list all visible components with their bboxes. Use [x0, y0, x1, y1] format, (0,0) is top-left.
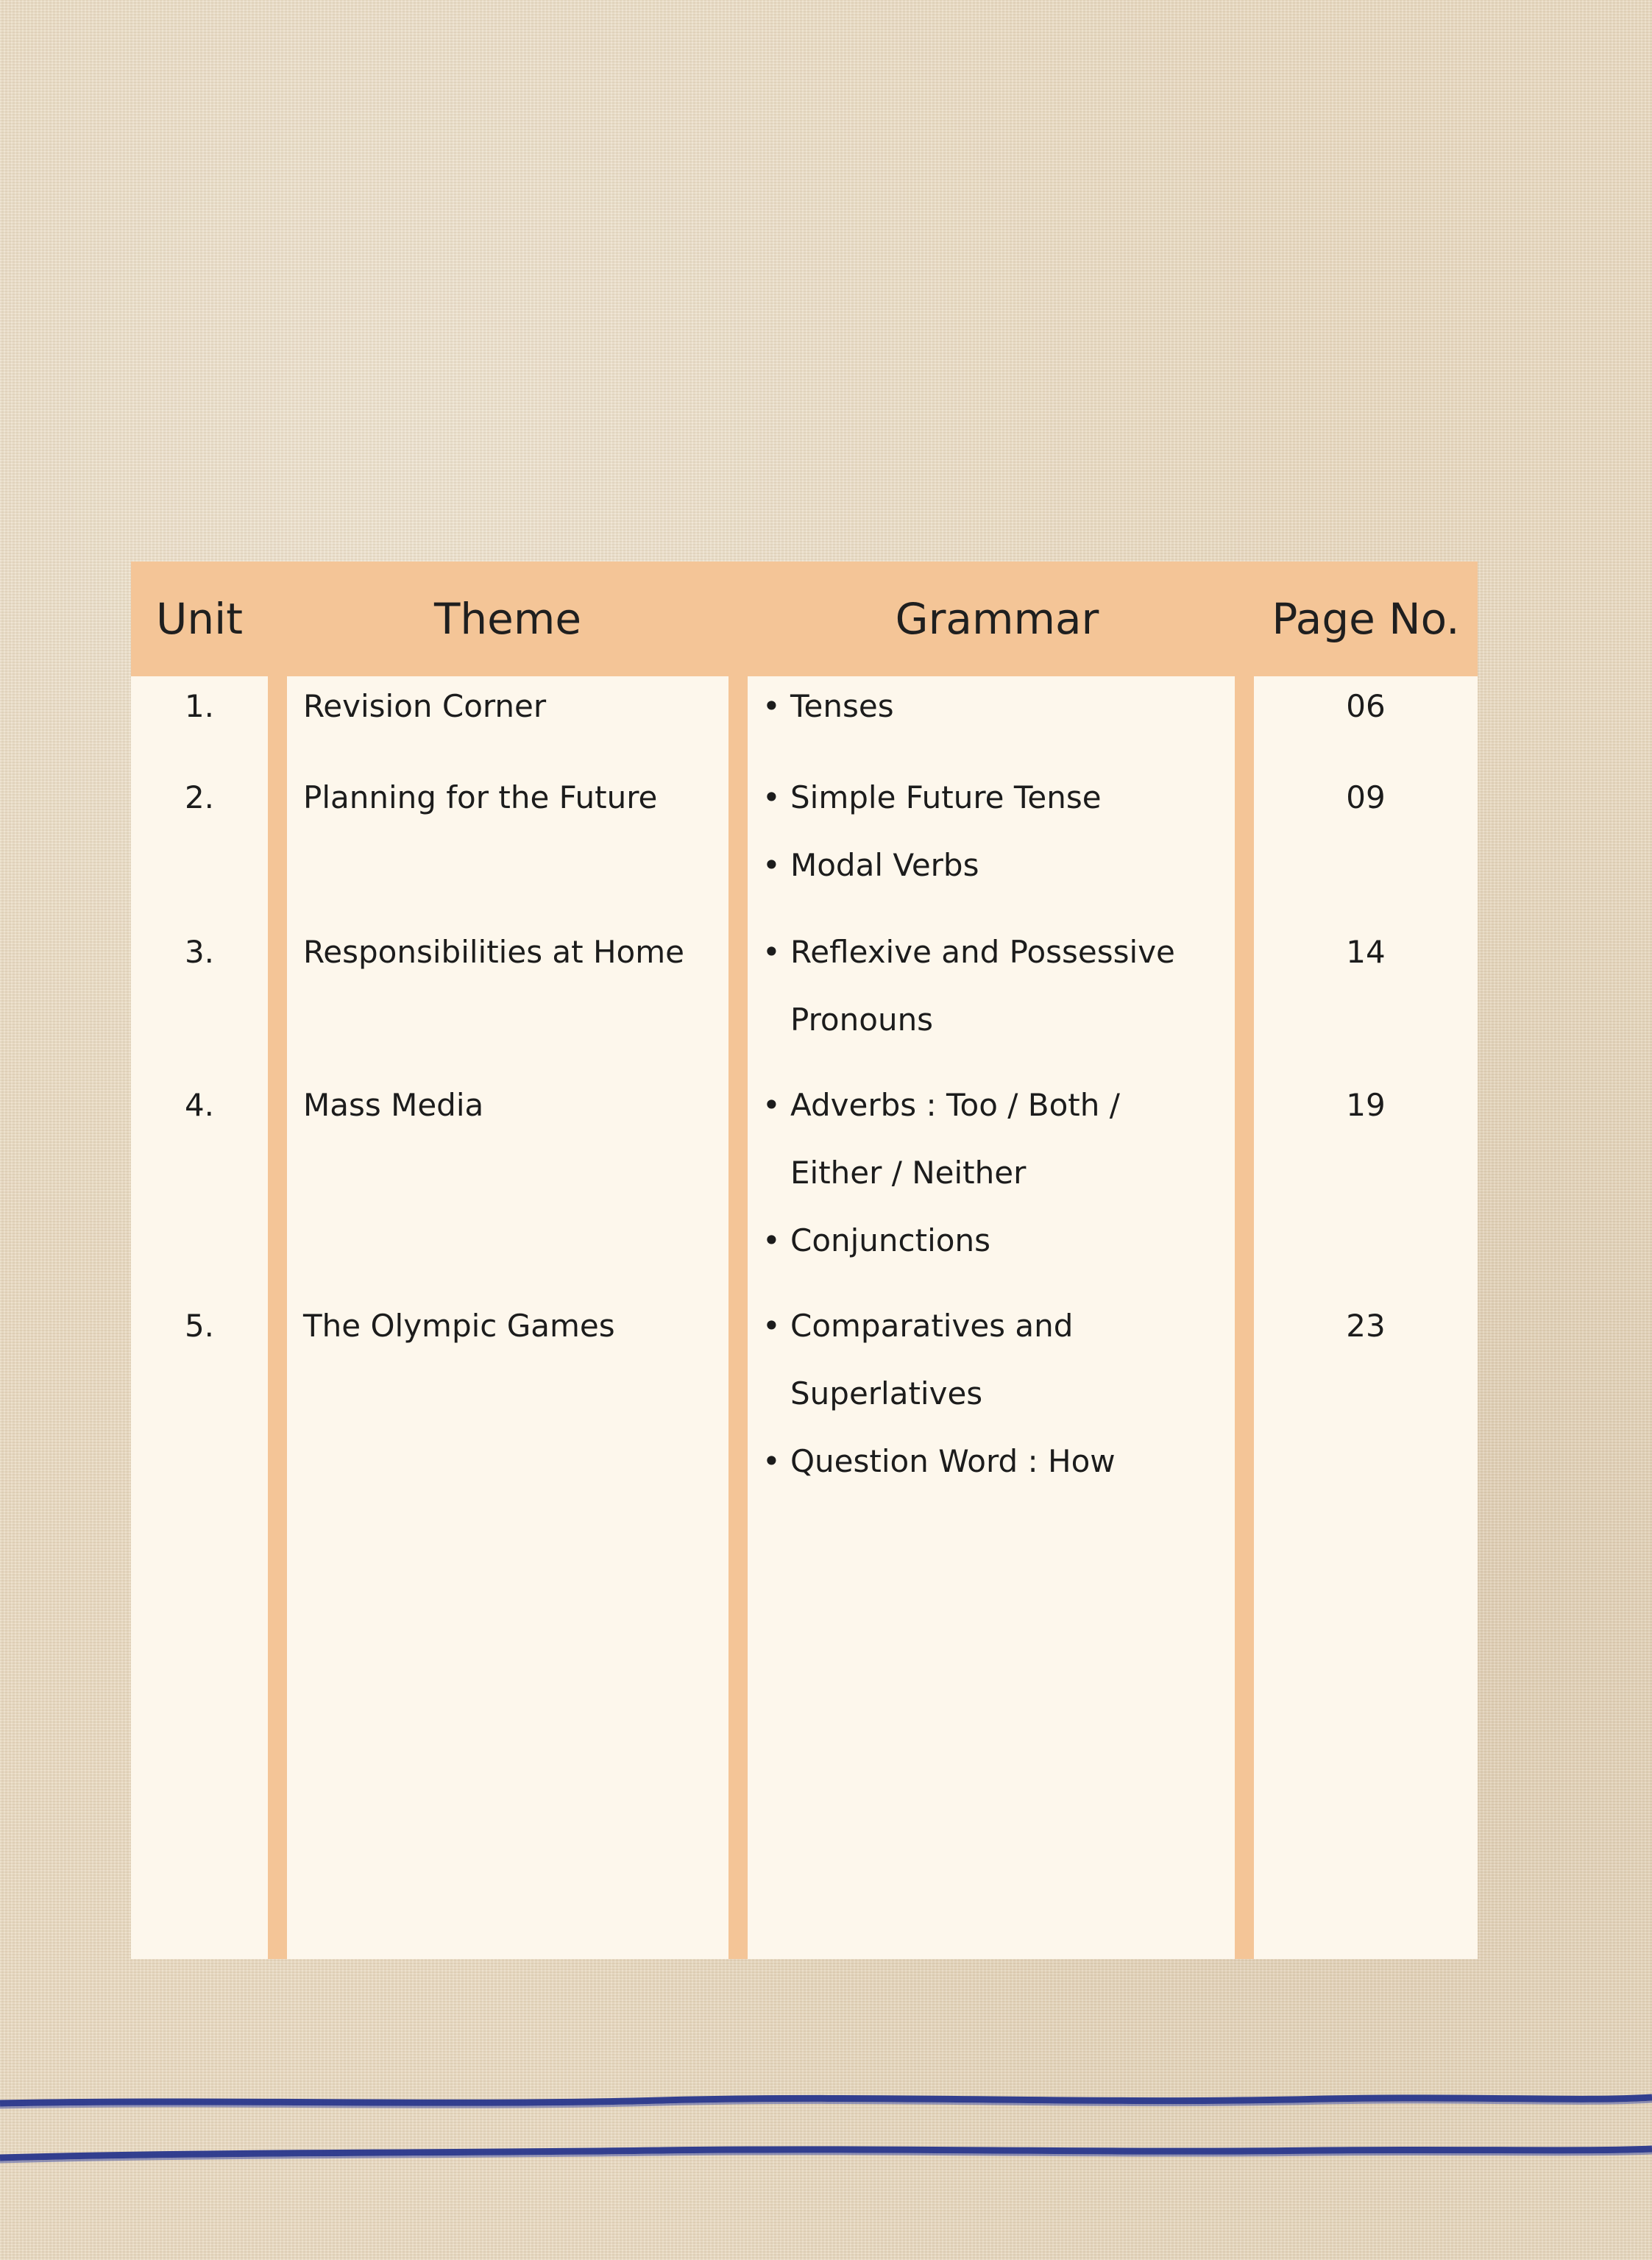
page-number: 06: [1346, 688, 1386, 724]
grammar-item-line: Reflexive and Possessive: [790, 934, 1175, 970]
bullet-icon: •: [762, 847, 781, 883]
bullet-icon: •: [762, 1222, 781, 1258]
unit-number: 4.: [184, 1087, 215, 1123]
column-divider: [1235, 676, 1254, 1959]
unit-number: 1.: [184, 688, 215, 724]
grammar-item: [762, 918, 1233, 1054]
unit-number: 2.: [184, 779, 215, 815]
grammar-item-line: Adverbs : Too / Both /: [790, 1087, 1120, 1123]
grammar-item-line: Comparatives and: [790, 1308, 1074, 1344]
page-number: 14: [1346, 934, 1386, 970]
bullet-icon: •: [762, 779, 781, 815]
grammar-list: [762, 673, 1233, 740]
grammar-item-line: Either / Neither: [790, 1155, 1027, 1191]
unit-number: 5.: [184, 1308, 215, 1344]
column-divider: [728, 676, 748, 1959]
grammar-list: [762, 764, 1233, 899]
theme-title: Responsibilities at Home: [303, 934, 685, 970]
header-grammar: Grammar: [895, 594, 1099, 644]
grammar-item: [762, 1428, 1233, 1495]
grammar-item-line: Tenses: [790, 688, 894, 724]
grammar-item: [762, 764, 1233, 832]
bullet-icon: •: [762, 1308, 781, 1344]
grammar-item: [762, 832, 1233, 899]
bullet-icon: •: [762, 688, 781, 724]
blue-woven-stripes: [0, 2061, 1652, 2193]
grammar-list: [762, 918, 1233, 1054]
header-unit: Unit: [155, 594, 244, 644]
header-theme: Theme: [433, 594, 582, 644]
grammar-item-line: Simple Future Tense: [790, 779, 1102, 815]
bullet-icon: •: [762, 934, 781, 970]
grammar-item-line: Modal Verbs: [790, 847, 979, 883]
theme-title: Revision Corner: [303, 688, 547, 724]
grammar-item: [762, 1292, 1233, 1428]
table-header: [131, 562, 1478, 676]
grammar-item-line: Question Word : How: [790, 1443, 1116, 1479]
grammar-list: [762, 1292, 1233, 1495]
grammar-list: [762, 1071, 1233, 1275]
grammar-item-line: Conjunctions: [790, 1222, 990, 1258]
page-number: 19: [1346, 1087, 1386, 1123]
grammar-item: [762, 1071, 1233, 1207]
theme-title: Mass Media: [303, 1087, 484, 1123]
theme-title: The Olympic Games: [303, 1308, 615, 1344]
header-page-no: Page No.: [1272, 594, 1460, 644]
grammar-item: [762, 673, 1233, 740]
grammar-item-line: Pronouns: [790, 1002, 934, 1038]
bullet-icon: •: [762, 1087, 781, 1123]
unit-number: 3.: [184, 934, 215, 970]
column-divider: [268, 676, 287, 1959]
grammar-item-line: Superlatives: [790, 1375, 983, 1411]
contents-table: [131, 562, 1478, 1959]
bullet-icon: •: [762, 1443, 781, 1479]
grammar-item: [762, 1207, 1233, 1275]
page-number: 23: [1346, 1308, 1386, 1344]
theme-title: Planning for the Future: [303, 779, 658, 815]
page-number: 09: [1346, 779, 1386, 815]
